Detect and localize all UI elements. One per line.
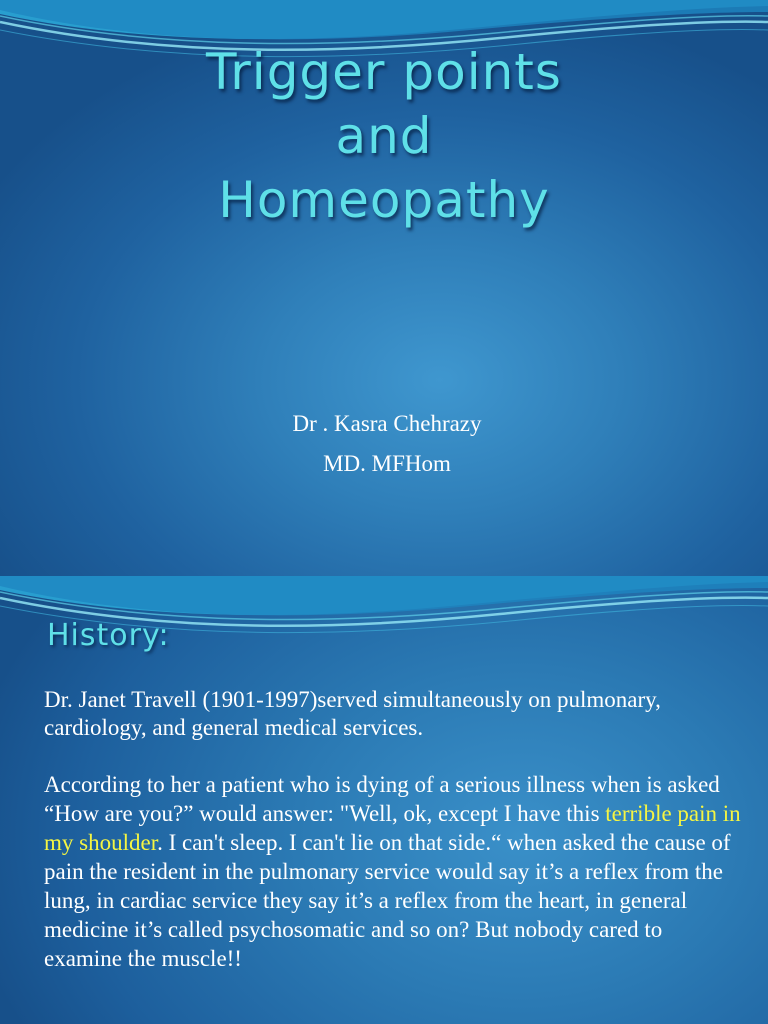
title-line-1: Trigger points [206, 43, 562, 101]
paragraph-2 [44, 770, 744, 973]
highlighted-phrase: terrible pain in my shoulder [44, 801, 741, 855]
title-line-3: Homeopathy [218, 171, 550, 229]
history-slide [0, 576, 768, 1024]
paragraph-2-start: According to her a patient who is dying of a serious illness when is asked “How are you?” would answer: "Well, ok, except I have this [44, 772, 720, 826]
paragraph-2-end: . I can't sleep. I can't lie on that side.“ when asked the cause of pain the resident in the pulmonary service would say it’s a reflex from the lung, in cardiac service they say it’s a reflex from the heart, in general medicine it’s called psychosomatic and so on? But nobody cared to examine the muscle!! [44, 830, 731, 971]
slide-title [0, 40, 768, 232]
section-heading: History: [47, 618, 170, 653]
author-credentials: MD. MFHom [323, 451, 451, 476]
paragraph-1: Dr. Janet Travell (1901-1997)served simultaneously on pulmonary, cardiology, and general medical services. [44, 687, 661, 740]
title-line-2: and [335, 107, 433, 165]
slide-body [44, 686, 744, 973]
author-name: Dr . Kasra Chehrazy [292, 411, 482, 436]
author-block [0, 404, 768, 484]
